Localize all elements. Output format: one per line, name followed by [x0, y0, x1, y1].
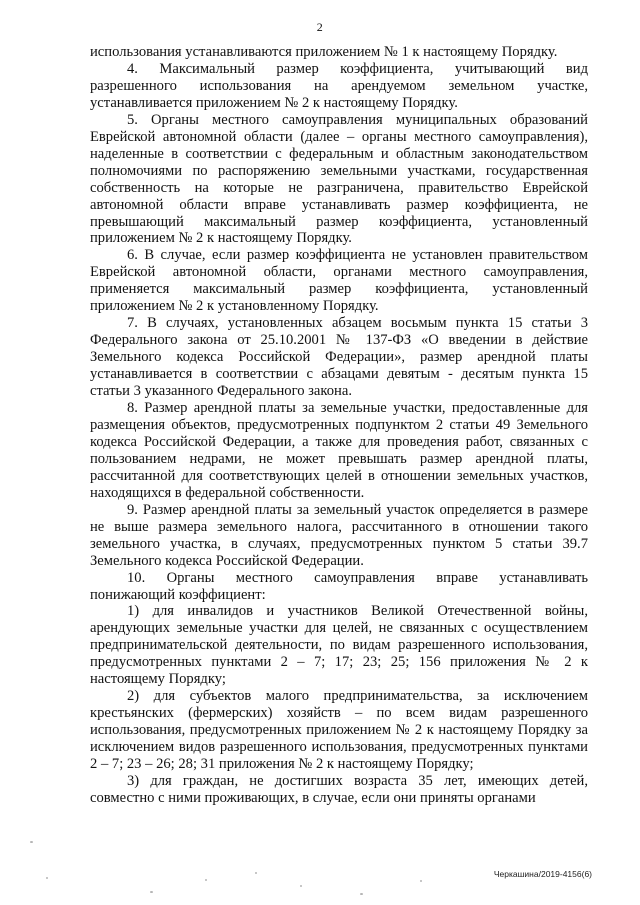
scan-speck: [30, 841, 33, 843]
paragraph: 4. Максимальный размер коэффициента, учитывающий вид разрешенного использования на арендуемом земельном участке, устанавливается приложением № 2 к настоящему Порядку.: [90, 60, 588, 111]
footer-document-code: Черкашина/2019-4156(6): [493, 869, 592, 879]
paragraph: 5. Органы местного самоуправления муниципальных образований Еврейской автономной области (далее – органы местного самоуправления), наделенные в соответствии с федеральным и областным законодательством полномочиями по распоряжению земельными участками, государственная собственность на которые не разграничена, правительство Еврейской автономной области вправе устанавливать размер коэффициента, не превышающий максимальный размер коэффициента, установленный приложением № 2 к настоящему Порядку.: [90, 111, 588, 247]
document-body: [90, 44, 588, 807]
scan-speck: [205, 879, 207, 881]
paragraph: 10. Органы местного самоуправления вправе устанавливать понижающий коэффициент:: [90, 569, 588, 603]
paragraph: 3) для граждан, не достигших возраста 35 лет, имеющих детей, совместно с ними проживающих, в случае, если они приняты органами: [90, 772, 588, 806]
paragraph: использования устанавливаются приложением № 1 к настоящему Порядку.: [90, 44, 558, 60]
paragraph: 1) для инвалидов и участников Великой Отечественной войны, арендующих земельные участки для целей, не связанных с осуществлением предпринимательской деятельности, по видам разрешенного использования, предусмотренных пунктами 2 – 7; 17; 23; 25; 156 приложения № 2 к настоящему Порядку;: [90, 603, 588, 688]
scan-speck: [300, 885, 302, 887]
page-number: 2: [316, 20, 324, 34]
scan-speck: [420, 880, 422, 882]
paragraph: 8. Размер арендной платы за земельные участки, предоставленные для размещения объектов, предусмотренных подпунктом 2 статьи 49 Земельного кодекса Российской Федерации, а также для проведения работ, связанных с пользованием недрами, не может превышать размер арендной платы, рассчитанной для соответствующих целей в отношении земельных участков, находящихся в федеральной собственности.: [90, 400, 588, 501]
scan-speck: [150, 891, 153, 893]
paragraph: 6. В случае, если размер коэффициента не установлен правительством Еврейской автономной области, органами местного самоуправления, применяется максимальный размер коэффициента, установленный приложением № 2 к установленному Порядку.: [90, 247, 588, 315]
scan-speck: [360, 893, 363, 895]
paragraph: 7. В случаях, установленных абзацем восьмым пункта 15 статьи 3 Федерального закона от 25.10.2001 № 137-ФЗ «О введении в действие Земельного кодекса Российской Федерации», размер арендной платы устанавливается в соответствии с абзацами девятым - десятым пункта 15 статьи 3 указанного Федерального закона.: [90, 315, 588, 400]
paragraph: 2) для субъектов малого предпринимательства, за исключением крестьянских (фермерских) хозяйств – по всем видам разрешенного использования, предусмотренных приложением № 2 к настоящему Порядку за исключением видов разрешенного использования, предусмотренных пунктами 2 – 7; 23 – 26; 28; 31 приложения № 2 к настоящему Порядку;: [90, 688, 588, 773]
paragraph: 9. Размер арендной платы за земельный участок определяется в размере не выше размера земельного налога, рассчитанного в отношении такого земельного участка, в случаях, предусмотренных пунктом 5 статьи 39.7 Земельного кодекса Российской Федерации.: [90, 501, 588, 569]
scan-speck: [46, 877, 48, 879]
scan-speck: [255, 872, 257, 874]
